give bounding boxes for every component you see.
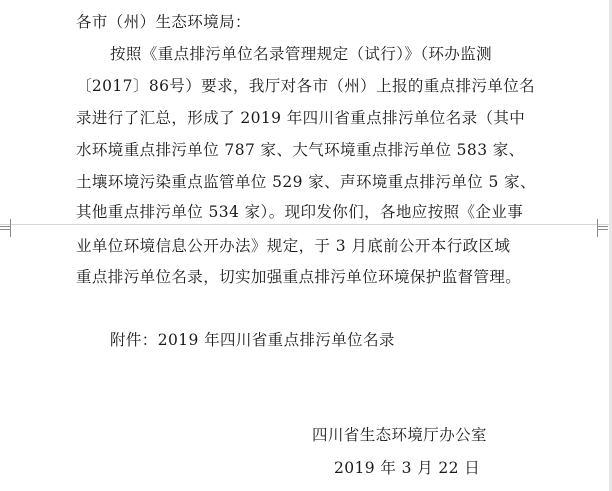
- body-line-4: 水环境重点排污单位 787 家、大气环境重点排污单位 583 家、: [76, 141, 525, 159]
- body-line-7: 业单位环境信息公开办法》规定，于 3 月底前公开本行政区域: [76, 237, 511, 255]
- body-line-2: 〔2017〕86号）要求，我厅对各市（州）上报的重点排污单位名: [76, 77, 536, 95]
- body-line-3: 录进行了汇总，形成了 2019 年四川省重点排污单位名录（其中: [76, 109, 526, 127]
- body-line-8: 重点排污单位名录，切实加强重点排污单位环境保护监督管理。: [76, 268, 522, 286]
- salutation: 各市（州）生态环境局：: [76, 13, 251, 31]
- body-line-1: 按照《重点排污单位名录管理规定（试行）》（环办监测: [110, 45, 493, 63]
- body-line-5: 土壤环境污染重点监管单位 529 家、声环境重点排污单位 5 家、: [76, 173, 536, 191]
- body-line-6: 其他重点排污单位 534 家）。现印发你们，各地应按照《企业事: [76, 203, 524, 221]
- attachment-line: 附件：2019 年四川省重点排污单位名录: [110, 331, 395, 349]
- page-break-line: [0, 224, 612, 225]
- page-corner-mark: [597, 226, 608, 237]
- issue-date: 2019 年 3 月 22 日: [334, 459, 481, 477]
- page-corner-mark: [0, 226, 11, 237]
- issuer-name: 四川省生态环境厅办公室: [312, 426, 487, 444]
